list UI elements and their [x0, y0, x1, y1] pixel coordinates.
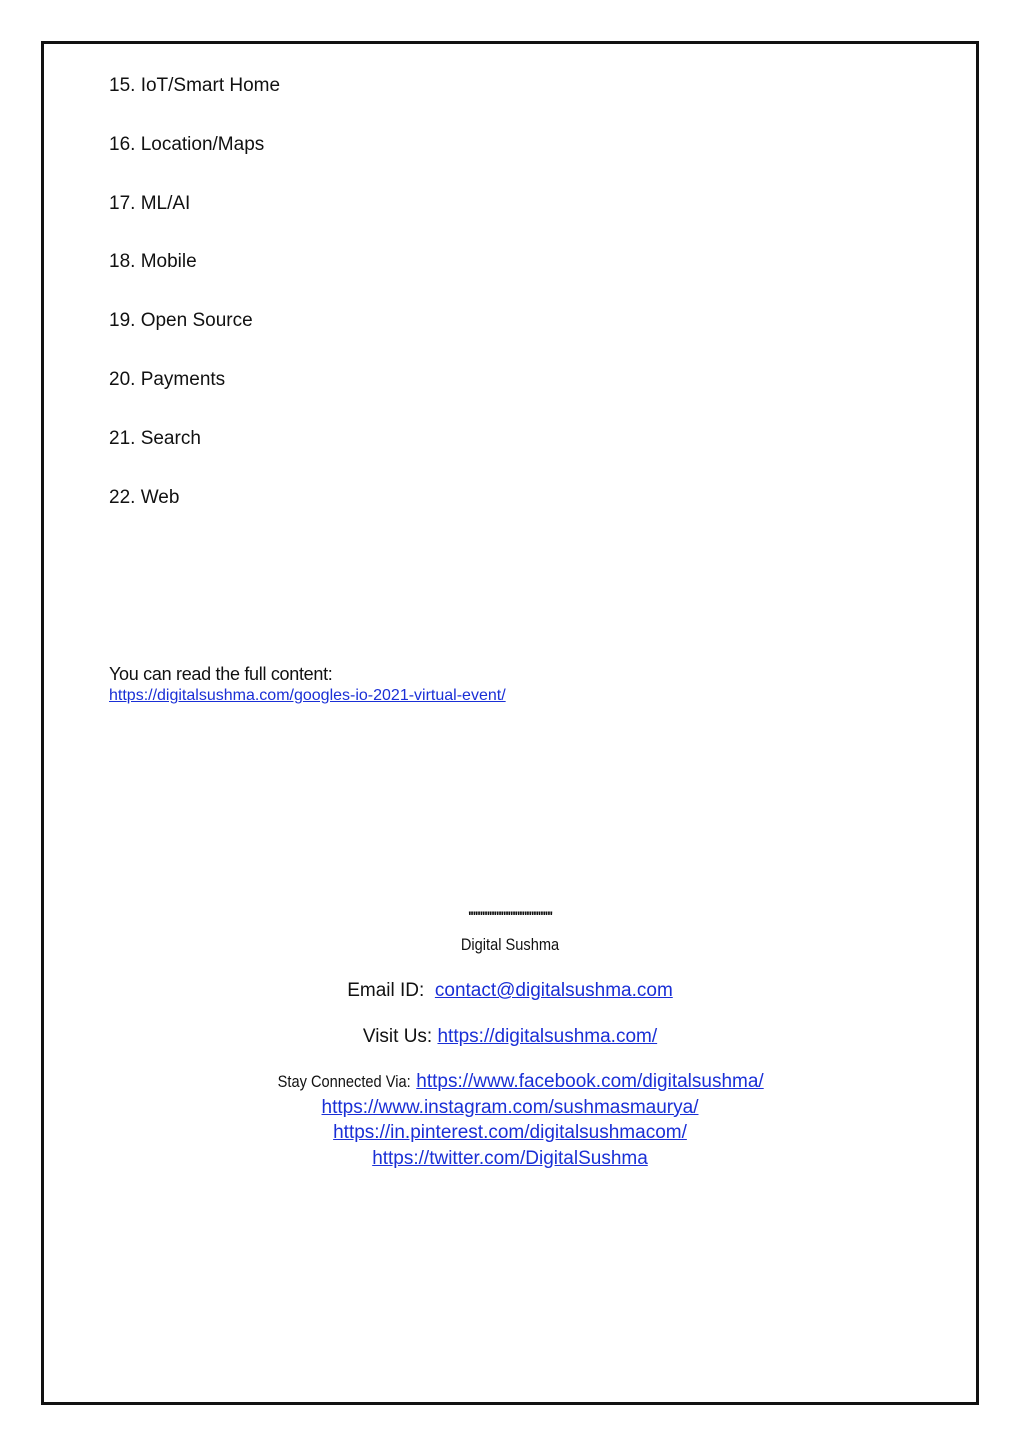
pinterest-link[interactable]: https://in.pinterest.com/digitalsushmacom/ [333, 1122, 687, 1143]
email-link[interactable]: contact@digitalsushma.com [434, 980, 673, 1001]
visit-label: Visit Us: [362, 1026, 433, 1047]
footer-brand-name: Digital Sushma [460, 935, 560, 954]
social-first-line [44, 1069, 976, 1095]
topic-item-20: 20. Payments [109, 368, 226, 390]
topic-list [109, 74, 280, 544]
instagram-link[interactable]: https://www.instagram.com/sushmasmaurya/ [321, 1096, 699, 1118]
read-more-label: You can read the full content: [109, 664, 333, 684]
social-label: Stay Connected Via: [277, 1072, 411, 1091]
footer-dots-divider: '''''''''''''''''''''''''''''''''''' [468, 908, 552, 924]
topic-item-21: 21. Search [109, 427, 201, 449]
topic-item-19: 19. Open Source [109, 310, 253, 332]
read-more-section [109, 663, 506, 707]
topic-item-22: 22. Web [109, 486, 180, 508]
website-link[interactable]: https://digitalsushma.com/ [437, 1026, 658, 1047]
footer-social-block [44, 1069, 976, 1171]
topic-item-18: 18. Mobile [109, 251, 197, 273]
article-link[interactable]: https://digitalsushma.com/googles-io-2021-virtual-event/ [109, 687, 506, 704]
email-label: Email ID: [347, 980, 425, 1001]
footer-email-line [44, 978, 976, 1004]
topic-item-17: 17. ML/AI [109, 192, 191, 214]
twitter-link[interactable]: https://twitter.com/DigitalSushma [372, 1147, 648, 1169]
topic-item-15: 15. IoT/Smart Home [109, 75, 281, 96]
footer-visit-line [44, 1024, 976, 1050]
topic-item-16: 16. Location/Maps [109, 133, 265, 155]
facebook-link[interactable]: https://www.facebook.com/digitalsushma/ [416, 1071, 764, 1092]
